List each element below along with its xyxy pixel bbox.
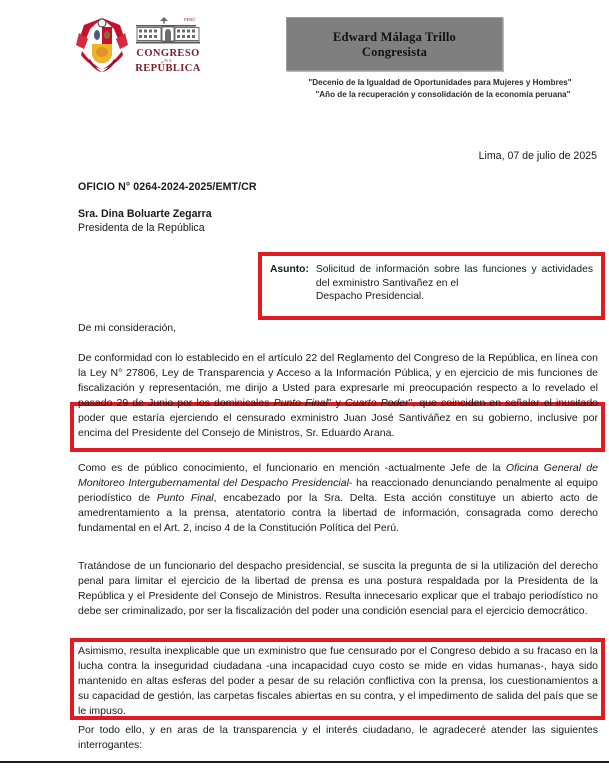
congressman-name: Edward Málaga Trillo [333,29,456,44]
congress-building-icon [134,14,202,74]
official-mottos [276,77,604,100]
paragraph-2-italic-oficina: Oficina General de Monitoreo Intergubernamental del Despacho Presidencial [78,462,598,490]
paragraph-1 [78,351,598,442]
paragraph-3: Tratándose de un funcionario del despacho presidencial, se suscita la pregunta de si la utilización del derecho penal para limitar el ejercicio de la libertad de prensa es una postura respaldada por la Presidenta de la República y el Presidente del Consejo de Ministros. Resulta innecesario explicar que el trabajo periodístico no debe ser criminalizado, por ser la fiscalización del poder una condición esencial para el ejercicio democrático. [78,560,598,618]
paragraph-2-part-b: - ha reaccionado denunciando penalmente al equipo periodístico de [78,477,598,505]
asunto-value-main: Solicitud de información sobre las funciones y actividades del exministro Santivañez en el [315,264,593,289]
salutation: De mi consideración, [78,322,177,334]
paragraph-2-part-c: , encabezado por la Sra. Delta. Esta acción constituye un abierto acto de amedrentamiento a la prensa, atentatorio contra la libertad de información, consagrada como derecho fundamental en el Art. 2, inciso 4 de la Constitución Política del Perú. [78,492,598,535]
peru-superscript-label: PERÚ [184,17,196,22]
peru-coat-of-arms-icon [74,15,130,73]
congressman-title-box [286,17,503,71]
footer-divider [0,761,609,763]
congreso-wordmark-connector: de la [164,58,172,63]
paragraph-2 [78,461,598,536]
paragraph-2-part-a: Como es de público conocimiento, el funcionario en mención -actualmente Jefe de la [78,462,506,474]
motto-line-2: "Año de la recuperación y consolidación de la economía peruana" [315,89,571,99]
paragraph-1-part-a: De conformidad con lo establecido en el artículo 22 del Reglamento del Congreso de la República, en línea con la Ley N° 27806, Ley de Transparencia y Acceso a la Información Pública, y en ejercicio de mis funciones de fiscalización y representación, me dirijo a Usted para expresarle mi preocupación respecto a lo revelado el pasado 29 de Junio por los dominicales [78,352,598,410]
paragraph-4: Asimismo, resulta inexplicable que un exministro que fue censurado por el Congreso debido a su fracaso en la lucha contra la inseguridad ciudadana -una incapacidad cuyo costo se mide en vidas humanas-, haya sido mantenido en altas esferas del poder a pesar de su relación conflictiva con la prensa, los cuestionamientos a su capacidad de gestión, las carpetas fiscales abiertas en su contra, y el impedimento de salida del país que se le impuso. [78,645,598,718]
paragraph-1-italic-cuarto-poder: Cuarto Poder [345,397,409,410]
document-header [0,0,609,112]
congress-logo [74,13,204,75]
addressee-block [78,208,212,235]
congressman-role: Congresista [361,44,428,59]
addressee-name: Sra. Dina Boluarte Zegarra [78,208,212,220]
paragraph-1-part-c: ", que coinciden en señalar el inusitado poder que estaría ejerciendo el censurado exministro Juan José Santiváñez en su gobierno, inclusive por encima del Presidente del Consejo de Ministros, Sr. Eduardo Arana. [78,397,599,440]
motto-line-1: "Decenio de la Igualdad de Oportunidades para Mujeres y Hombres" [308,78,572,87]
paragraph-1-italic-punto-final: Punto Final [273,397,328,410]
paragraph-5: Por todo ello, y en aras de la transparencia y el interés ciudadano, le agradeceré atender las siguientes interrogantes: [78,724,598,752]
congreso-wordmark-line2: REPÚBLICA [135,63,201,74]
addressee-title: Presidenta de la República [78,221,205,234]
congreso-wordmark-line1: CONGRESO [136,48,200,59]
paragraph-1-part-b: " y [327,397,346,410]
asunto-value-last: Despacho Presidencial. [315,291,425,303]
asunto-value [316,263,593,304]
oficio-number: OFICIO N° 0264-2024-2025/EMT/CR [78,181,257,193]
asunto-block [270,263,593,304]
asunto-label: Asunto: [270,264,309,275]
paragraph-2-italic-punto-final: Punto Final [156,492,214,505]
document-date: Lima, 07 de julio de 2025 [478,150,597,162]
